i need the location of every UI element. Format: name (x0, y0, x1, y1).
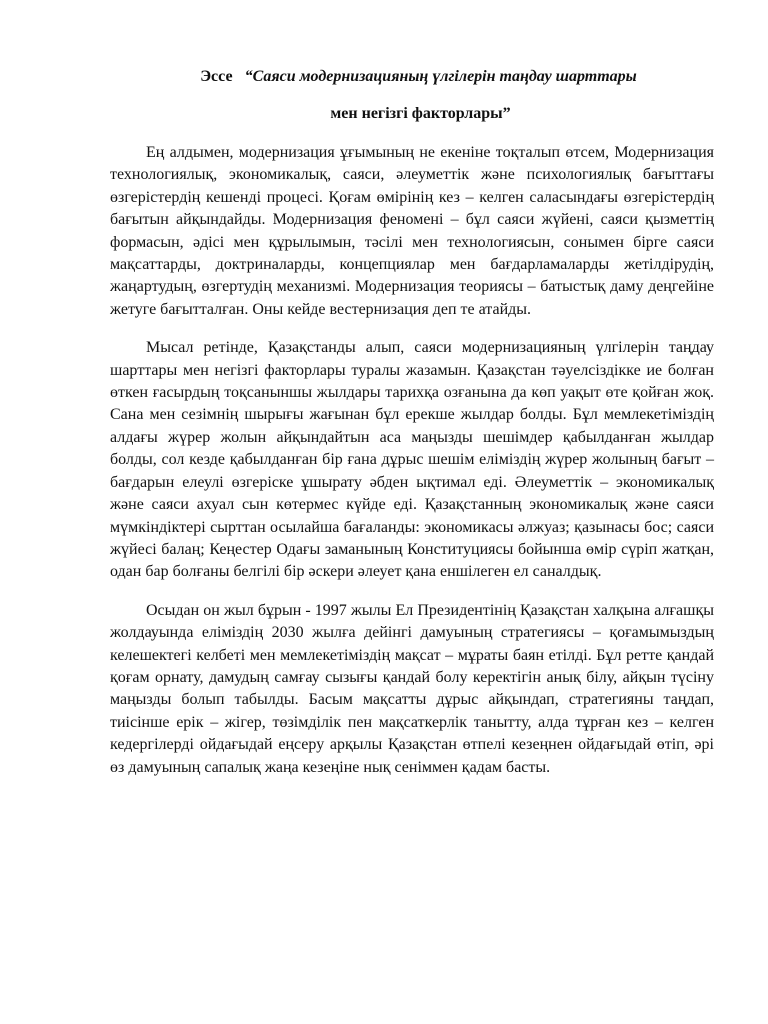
essay-title-label: Эссе (200, 68, 233, 85)
essay-title-line-1: “Саяси модернизацияның үлгілерін таңдау шарттары (244, 68, 637, 85)
essay-title-line-2: мен негізгі факторлары” (330, 105, 511, 122)
essay-title (108, 68, 721, 86)
paragraph-3: Осыдан он жыл бұрын - 1997 жылы Ел Президентінің Қазақстан халқына алғашқы жолдауында еліміздің 2030 жылға дейінгі дамуының стратегиясы – қоғамымыздың келешектегі келбеті мен мемлекетіміздің мақсат – мұраты баян етілді. Бұл ретте қандай қоғам орнату, дамудың самғау сызығы қандай болу керектігін анық білу, айқын түсіну маңызды болып табылды. Басым мақсатты дұрыс айқындап, стратегияны таңдап, тиісінше ерік – жігер, төзімділік пен мақсаткерлік танытту, алда тұрған кез – келген кедергілерді ойдағыдай еңсеру арқылы Қазақстан өтпелі кезеңнен ойдағыдай өтіп, әрі өз дамуының сапалық жаңа кезеңіне нық сеніммен қадам басты. (110, 601, 714, 776)
paragraph-2: Мысал ретінде, Қазақстанды алып, саяси модернизацияның үлгілерін таңдау шарттары мен негізгі факторлары туралы жазамын. Қазақстан тәуелсіздікке ие болған өткен ғасырдың тоқсаныншы жылдары тарихқа озғанына да көп уақыт өте қойған жоқ. Сана мен сезімнің шырығы жағынан бұл ерекше жылдар болды. Бұл мемлекетіміздің алдағы жүрер жолын айқындайтын аса маңызды шешімдер қабылданған жылдар болды, сол кезде қабылданған бір ғана дұрыс шешім еліміздің жүрер жолының бағыт – бағдарын елеулі өзгеріске ұшырату әбден ықтимал еді. Әлеуметтік – экономикалық және саяси ахуал сын көтермес күйде еді. Қазақстанның экономикалық және саяси мүмкіндіктері сырттан осылайша бағаланды: экономикасы әлжуаз; қазынасы бос; саяси жүйесі балаң; Кеңестер Одағы заманының Конституциясы бойынша өмір сүріп жатқан, одан бар болғаны белгілі бір әскери әлеует қана еншілеген ел саналдық. (110, 339, 714, 581)
paragraph-1: Ең алдымен, модернизация ұғымының не екеніне тоқталып өтсем, Модернизация технологиялық, экономикалық, саяси, әлеуметтік және психологиялық бағыттағы өзгерістердің кешенді процесі. Қоғам өмірінің кез – келген саласындағы өзгерістердің бағытын айқындайды. Модернизация феномені – бұл саяси жүйені, саяси қызметтің формасын, әдісі мен құрылымын, тәсілі мен технологиясын, сонымен бірге саяси мақсаттарды, доктриналарды, концепциялар мен бағдарламаларды жетілдірудің, жаңартудың, өзгертудің механизмі. Модернизация теориясы – батыстық даму деңгейіне жетуге бағытталған. Оны кейде вестернизация деп те атайды. (110, 144, 714, 318)
